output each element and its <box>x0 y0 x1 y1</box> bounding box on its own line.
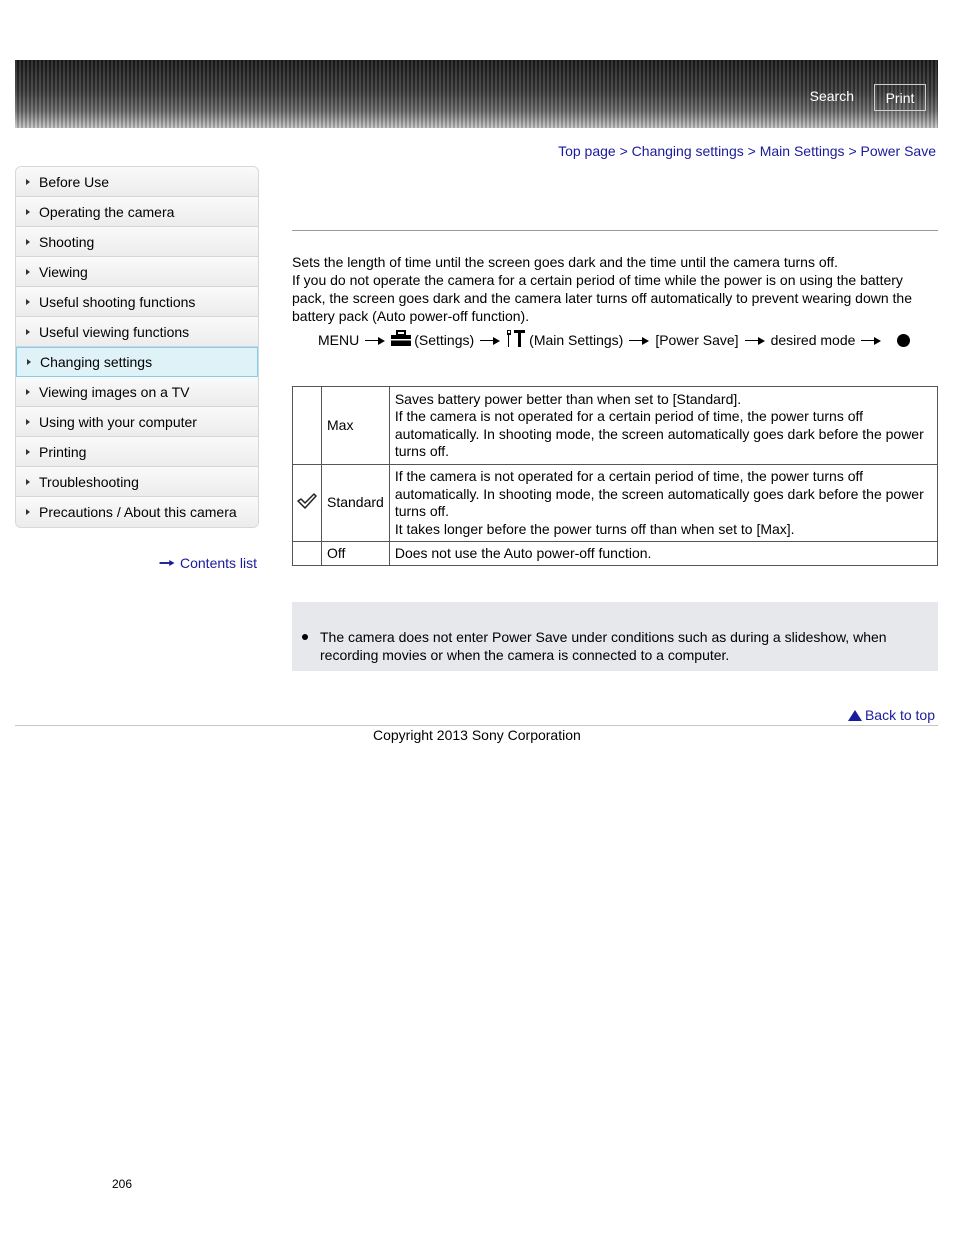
option-description <box>389 387 937 465</box>
sidebar-item-label: Using with your computer <box>39 413 197 430</box>
option-name: Max <box>322 387 390 465</box>
breadcrumb <box>558 143 936 159</box>
sidebar-item-useful-shooting-functions[interactable] <box>16 287 258 317</box>
note-item <box>302 628 922 664</box>
sidebar-item-printing[interactable] <box>16 437 258 467</box>
intro-paragraph: Sets the length of time until the screen goes dark and the time until the camera turns off. <box>292 254 839 270</box>
breadcrumb-separator: > <box>619 143 628 159</box>
page-number: 206 <box>112 1177 133 1191</box>
option-description <box>389 465 937 542</box>
settings-label: (Settings) <box>414 332 475 348</box>
bullet-icon <box>302 634 308 640</box>
sidebar-item-viewing[interactable] <box>16 257 258 287</box>
arrow-right-icon <box>629 336 649 344</box>
sidebar-item-label: Precautions / About this camera <box>39 504 237 520</box>
sidebar-item-operating-the-camera[interactable] <box>16 197 258 227</box>
default-indicator-cell <box>293 387 322 465</box>
search-link[interactable]: Search <box>809 88 854 104</box>
back-to-top-label: Back to top <box>864 707 935 723</box>
breadcrumb-main-settings[interactable]: Main Settings <box>759 143 845 159</box>
sidebar-item-shooting[interactable] <box>16 227 258 257</box>
footer-divider <box>15 725 938 726</box>
note-box <box>292 602 938 671</box>
sidebar-item-changing-settings[interactable] <box>16 347 258 377</box>
table-row <box>293 465 938 542</box>
triangle-right-icon <box>26 269 30 275</box>
triangle-right-icon <box>26 179 30 185</box>
sidebar-item-label: Useful viewing functions <box>39 323 190 340</box>
contents-list-label: Contents list <box>180 555 258 571</box>
triangle-right-icon <box>26 329 30 335</box>
breadcrumb-changing-settings[interactable]: Changing settings <box>631 143 744 159</box>
default-indicator-cell <box>293 465 322 542</box>
sidebar-item-troubleshooting[interactable] <box>16 467 258 497</box>
triangle-right-icon <box>26 449 30 455</box>
triangle-right-icon <box>26 479 30 485</box>
table-row <box>293 387 938 465</box>
arrow-right-icon <box>745 336 765 344</box>
power-save-options-table <box>292 386 938 566</box>
toolbox-icon <box>391 330 411 346</box>
sidebar-item-label: Shooting <box>39 233 95 250</box>
triangle-right-icon <box>27 359 31 365</box>
triangle-up-icon <box>848 710 862 721</box>
option-description <box>389 542 937 566</box>
triangle-right-icon <box>26 209 30 215</box>
description-line: Saves battery power better than when set to [Standard]. <box>394 390 742 407</box>
sidebar-item-viewing-images-on-a-tv[interactable] <box>16 377 258 407</box>
triangle-right-icon <box>26 239 30 245</box>
triangle-right-icon <box>26 389 30 395</box>
main-settings-label: (Main Settings) <box>529 332 624 348</box>
description-line: It takes longer before the power turns off than when set to [Max]. <box>394 520 795 537</box>
sidebar-item-label: Troubleshooting <box>39 473 139 490</box>
sidebar-item-useful-viewing-functions[interactable] <box>16 317 258 347</box>
arrow-right-icon <box>480 336 500 344</box>
sidebar-item-using-with-your-computer[interactable] <box>16 407 258 437</box>
description-line: If the camera is not operated for a certain period of time, the power turns off automatically. In shooting mode, the screen automatically goes dark before the power turns off. <box>394 408 924 459</box>
breadcrumb-separator: > <box>848 143 857 159</box>
description-line: Does not use the Auto power-off function. <box>394 544 652 561</box>
title-divider <box>292 230 938 231</box>
sidebar-nav <box>15 166 259 528</box>
sidebar-item-before-use[interactable] <box>16 167 258 197</box>
sidebar-item-label: Printing <box>39 443 87 460</box>
sidebar-item-label: Changing settings <box>40 354 153 370</box>
back-to-top-link[interactable] <box>848 707 935 723</box>
note-text: The camera does not enter Power Save under conditions such as during a slideshow, when recording movies or when the camera is connected to a computer. <box>320 629 887 663</box>
sidebar-item-label: Operating the camera <box>39 203 175 220</box>
breadcrumb-separator: > <box>747 143 756 159</box>
sidebar-item-label: Viewing images on a TV <box>39 383 190 400</box>
power-save-label: [Power Save] <box>655 332 739 348</box>
header-bar <box>15 60 938 128</box>
breadcrumb-power-save[interactable]: Power Save <box>860 143 936 159</box>
menu-label: MENU <box>318 332 360 348</box>
triangle-right-icon <box>26 419 30 425</box>
menu-path <box>318 332 910 348</box>
arrow-right-icon <box>158 560 176 566</box>
option-name: Standard <box>322 465 390 542</box>
triangle-right-icon <box>26 299 30 305</box>
default-indicator-cell <box>293 542 322 566</box>
center-button-icon <box>897 334 910 347</box>
sidebar-item-label: Viewing <box>39 263 88 280</box>
triangle-right-icon <box>26 509 30 515</box>
print-button[interactable]: Print <box>874 84 926 111</box>
intro-text <box>292 253 940 325</box>
table-row <box>293 542 938 566</box>
description-line: If the camera is not operated for a certain period of time, the power turns off automatically. In shooting mode, the screen automatically goes dark before the power turns off. <box>394 468 924 519</box>
desired-mode-label: desired mode <box>770 332 856 348</box>
copyright: Copyright 2013 Sony Corporation <box>373 727 581 743</box>
arrow-right-icon <box>365 336 385 344</box>
intro-paragraph: If you do not operate the camera for a certain period of time while the power is on using the battery pack, the screen goes dark and the camera later turns off automatically to prevent wearing down the battery pack (Auto power-off function). <box>292 272 912 324</box>
breadcrumb-top-page[interactable]: Top page <box>558 143 616 159</box>
arrow-right-icon <box>861 336 881 344</box>
main-settings-icon <box>506 329 526 347</box>
sidebar-item-label: Useful shooting functions <box>39 293 196 310</box>
sidebar-item-label: Before Use <box>39 173 110 190</box>
contents-list-link[interactable] <box>158 555 257 571</box>
checkmark-icon <box>297 493 317 509</box>
option-name: Off <box>322 542 390 566</box>
sidebar-item-precautions[interactable] <box>16 497 258 527</box>
